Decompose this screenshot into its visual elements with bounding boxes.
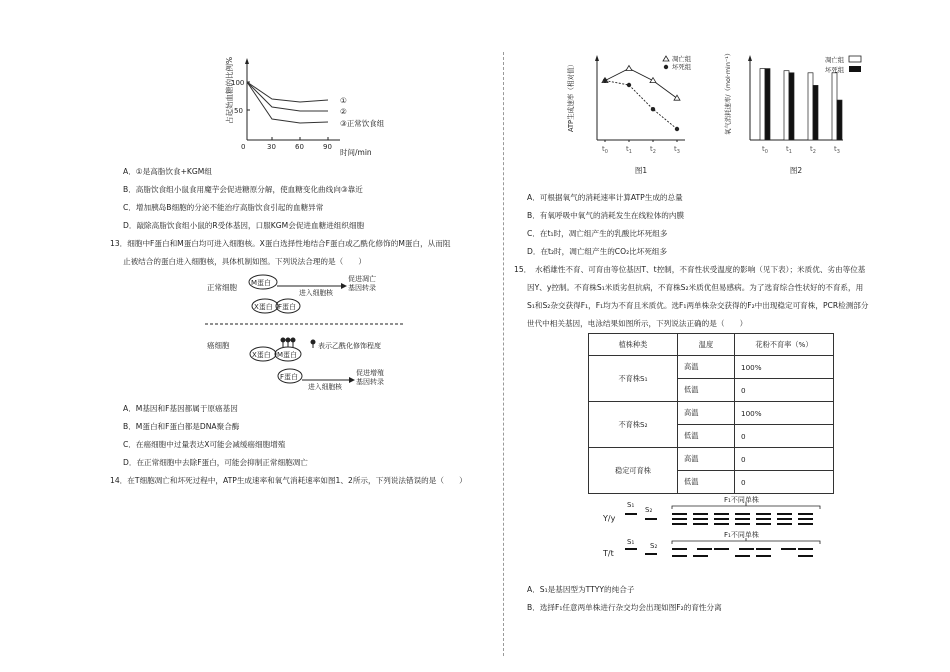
cell-temp: 低温 bbox=[678, 471, 735, 494]
gel-band bbox=[798, 555, 813, 557]
svg-text:进入细胞核: 进入细胞核 bbox=[299, 289, 333, 297]
gel-band bbox=[756, 548, 771, 550]
chart2-bar-apoptosis bbox=[808, 73, 813, 140]
chart1-ylabel: ATP生成速率（相对值） bbox=[567, 60, 575, 132]
legend2-necrosis-label: 坏死组 bbox=[825, 66, 845, 74]
gel-band bbox=[756, 555, 771, 557]
gel-band bbox=[714, 523, 729, 525]
legend-mark bbox=[311, 340, 315, 348]
x-tick-90: 90 bbox=[323, 143, 332, 151]
column-divider bbox=[503, 52, 504, 656]
chart2-bar-necrosis bbox=[789, 73, 794, 140]
q12-option-d: D．敲除高脂饮食组小鼠的R受体基因，口服KGM会促进血糖进组织细胞 bbox=[123, 221, 365, 230]
q14-option-b: B．有氧呼吸中氧气的消耗发生在线粒体的内膜 bbox=[527, 211, 685, 220]
q15-stem-line2: 因Y、y控制。不育株S₁米质劣但抗病，不育株S₂米质优但易感病。为了选育综合性状好的不育系，用 bbox=[527, 283, 864, 292]
gel-band bbox=[756, 523, 771, 525]
gel-band bbox=[798, 548, 813, 550]
gel-band bbox=[739, 548, 754, 550]
q14-option-d: D．在t₂时，凋亡组产生的CO₂比坏死组多 bbox=[527, 247, 668, 256]
gel-band bbox=[625, 548, 637, 550]
th-rate: 花粉不育率（%） bbox=[735, 334, 834, 356]
gel-band bbox=[693, 513, 708, 515]
acetylation-marks bbox=[281, 338, 295, 347]
gel-band bbox=[672, 548, 687, 550]
q13-option-a: A．M基因和F基因都属于原癌基因 bbox=[123, 404, 238, 413]
cell-plant-s2: 不育株S₂ bbox=[589, 402, 678, 448]
gel-band bbox=[735, 513, 750, 515]
gel-band bbox=[693, 555, 708, 557]
gel-band bbox=[798, 518, 813, 520]
chart2-x-tick: $t_2$ bbox=[810, 145, 816, 155]
y-tick-50: 50 bbox=[234, 107, 243, 115]
chart1-point-apoptosis bbox=[626, 66, 632, 71]
svg-text:表示乙酰化修饰程度: 表示乙酰化修饰程度 bbox=[318, 342, 381, 350]
svg-text:进入细胞核: 进入细胞核 bbox=[308, 383, 342, 391]
gel-band bbox=[645, 553, 657, 555]
curve-3 bbox=[247, 82, 328, 123]
q13-option-b: B．M蛋白和F蛋白都是DNA聚合酶 bbox=[123, 422, 240, 431]
y-axis-label: 占起始血糖的比例% bbox=[225, 56, 234, 124]
gel-band bbox=[756, 518, 771, 520]
cell-plant-s1: 不育株S₁ bbox=[589, 356, 678, 402]
legend-apoptosis-label: 凋亡组 bbox=[672, 55, 692, 63]
legend2-apoptosis-label: 凋亡组 bbox=[825, 56, 845, 64]
legend2-necrosis-swatch bbox=[849, 66, 861, 72]
chart1-point-necrosis bbox=[675, 127, 679, 131]
cell-temp: 高温 bbox=[678, 402, 735, 425]
chart2-legend bbox=[825, 55, 861, 74]
gel-band bbox=[777, 518, 792, 520]
svg-text:X蛋白: X蛋白 bbox=[254, 303, 273, 311]
q15-option-b: B．选择F₁任意两单株进行杂交均会出现如图F₂的育性分离 bbox=[527, 603, 722, 612]
gel-row-tt: T/t bbox=[603, 549, 614, 558]
chart2-title: 图2 bbox=[789, 166, 803, 175]
fertility-table bbox=[588, 333, 834, 494]
chart1-point-apoptosis bbox=[650, 78, 656, 83]
svg-text:S₂: S₂ bbox=[645, 506, 653, 514]
gel-electrophoresis-figure bbox=[600, 492, 840, 568]
th-temp: 温度 bbox=[678, 334, 735, 356]
q13-option-d: D．在正常细胞中去除F蛋白，可能会抑制正常细胞凋亡 bbox=[123, 458, 308, 467]
cell-plant-stable: 稳定可育株 bbox=[589, 448, 678, 494]
cell-temp: 高温 bbox=[678, 356, 735, 379]
chart2-bar-apoptosis bbox=[784, 71, 789, 140]
legend-necrosis-label: 坏死组 bbox=[672, 63, 692, 71]
gel-band bbox=[781, 548, 796, 550]
q12-option-c: C．增加胰岛B细胞的分泌不能治疗高脂饮食引起的血糖异常 bbox=[123, 203, 324, 212]
svg-text:基因转录: 基因转录 bbox=[356, 378, 384, 386]
gel-band bbox=[798, 523, 813, 525]
chart1-point-apoptosis bbox=[674, 95, 680, 100]
chart-oxygen-rate bbox=[718, 50, 868, 180]
cell-rate: 100% bbox=[735, 402, 834, 425]
gel-band bbox=[672, 523, 687, 525]
chart2-x-tick: $t_1$ bbox=[786, 145, 792, 155]
chart2-x-tick: $t_3$ bbox=[834, 145, 840, 155]
th-plant: 植株种类 bbox=[589, 334, 678, 356]
chart1-point-necrosis bbox=[603, 78, 607, 82]
chart2-ylabel: 氧气消耗速率/（mol·min⁻¹） bbox=[724, 49, 732, 135]
gel-band bbox=[798, 513, 813, 515]
q14-option-a: A．可根据氧气的消耗速率计算ATP生成的总量 bbox=[527, 193, 683, 202]
q12-line-figure bbox=[220, 52, 420, 162]
svg-text:S₁: S₁ bbox=[627, 501, 635, 509]
gel-band bbox=[714, 548, 729, 550]
svg-text:F蛋白: F蛋白 bbox=[278, 303, 297, 311]
chart1-legend bbox=[663, 54, 692, 71]
gel-band bbox=[645, 518, 657, 520]
curve-2 bbox=[247, 82, 328, 111]
gel-band bbox=[672, 555, 687, 557]
gel-row-yy: Y/y bbox=[603, 514, 616, 523]
gel-band bbox=[756, 513, 771, 515]
cell-rate: 0 bbox=[735, 379, 834, 402]
gel-band bbox=[693, 523, 708, 525]
q15-stem-line1: 15． 水稻雄性不育、可育由等位基因T、t控制，不育性状受温度的影响（见下表）；米质优、劣由等位基 bbox=[514, 265, 866, 274]
gel-band bbox=[625, 513, 637, 515]
svg-text:促进增殖: 促进增殖 bbox=[356, 369, 384, 377]
curve-label-3: ③正常饮食组 bbox=[340, 119, 385, 128]
cell-rate: 0 bbox=[735, 448, 834, 471]
cell-temp: 低温 bbox=[678, 425, 735, 448]
q12-option-a: A．①是高脂饮食+KGM组 bbox=[123, 167, 212, 176]
legend-necrosis-marker bbox=[664, 65, 668, 69]
legend-apoptosis-marker bbox=[663, 56, 669, 61]
svg-text:S₂: S₂ bbox=[650, 542, 658, 550]
q13-stem-line1: 13．细胞中F蛋白和M蛋白均可进入细胞核。X蛋白选择性地结合F蛋白或乙酰化修饰的M蛋白，从而阻 bbox=[110, 239, 451, 248]
cell-rate: 100% bbox=[735, 356, 834, 379]
svg-text:F₁不同单株: F₁不同单株 bbox=[724, 496, 759, 504]
gel-band bbox=[735, 523, 750, 525]
svg-text:F蛋白: F蛋白 bbox=[280, 373, 299, 381]
q14-stem: 14．在T细胞凋亡和坏死过程中，ATP生成速率和氧气消耗速率如图1、2所示，下列说法错误的是（ ） bbox=[110, 476, 467, 485]
chart2-x-tick: $t_0$ bbox=[762, 145, 768, 155]
svg-text:基因转录: 基因转录 bbox=[348, 284, 376, 292]
chart2-bar-apoptosis bbox=[760, 69, 765, 140]
chart1-x-tick: $t_2$ bbox=[650, 145, 656, 155]
chart2-bar-necrosis bbox=[765, 69, 770, 140]
q13-mechanism-diagram bbox=[205, 272, 405, 394]
svg-text:M蛋白: M蛋白 bbox=[277, 351, 298, 359]
chart1-title: 图1 bbox=[634, 166, 648, 175]
gel-band bbox=[735, 555, 750, 557]
gel-band bbox=[714, 518, 729, 520]
normal-cell-label: 正常细胞 bbox=[207, 283, 237, 292]
chart-atp-rate bbox=[560, 50, 700, 180]
cancer-cell-label: 癌细胞 bbox=[207, 341, 230, 350]
chart2-bar-apoptosis bbox=[832, 73, 837, 140]
q15-option-a: A．S₁是基因型为TTYY的纯合子 bbox=[527, 585, 635, 594]
chart1-series-1 bbox=[605, 81, 677, 129]
x-tick-60: 60 bbox=[295, 143, 304, 151]
q13-option-c: C．在癌细胞中过量表达X可能会减缓癌细胞增殖 bbox=[123, 440, 286, 449]
y-tick-100: 100 bbox=[231, 79, 245, 87]
curve-label-1: ① bbox=[340, 96, 347, 105]
svg-text:X蛋白: X蛋白 bbox=[252, 351, 271, 359]
gel-band bbox=[777, 523, 792, 525]
gel-band bbox=[672, 513, 687, 515]
gel-band bbox=[714, 513, 729, 515]
svg-text:促进凋亡: 促进凋亡 bbox=[348, 275, 376, 283]
chart1-x-tick: $t_1$ bbox=[626, 145, 632, 155]
chart1-x-tick: $t_0$ bbox=[602, 145, 608, 155]
gel-band bbox=[697, 548, 712, 550]
curve-1 bbox=[247, 82, 328, 102]
q14-option-c: C．在t₁时，凋亡组产生的乳酸比坏死组多 bbox=[527, 229, 668, 238]
q15-stem-line3: S₁和S₂杂交获得F₁，F₁均为不育且米质优。选F₁两单株杂交获得的F₂中出现稳定可育株，PCR检测部分 bbox=[527, 301, 869, 310]
q13-stem-line2: 止被结合的蛋白进入细胞核，具体机制如图。下列说法合理的是（ ） bbox=[123, 257, 366, 266]
cell-rate: 0 bbox=[735, 471, 834, 494]
svg-text:S₁: S₁ bbox=[627, 538, 635, 546]
svg-text:F₁不同单株: F₁不同单株 bbox=[724, 531, 759, 539]
chart1-point-necrosis bbox=[651, 107, 655, 111]
x-tick-30: 30 bbox=[267, 143, 276, 151]
legend2-apoptosis-swatch bbox=[849, 56, 861, 62]
cell-temp: 高温 bbox=[678, 448, 735, 471]
curve-label-2: ② bbox=[340, 107, 347, 116]
gel-band bbox=[735, 518, 750, 520]
y-tick-0: 0 bbox=[241, 143, 246, 151]
svg-text:M蛋白: M蛋白 bbox=[251, 279, 272, 287]
x-axis-label: 时间/min bbox=[340, 148, 372, 157]
gel-band bbox=[672, 518, 687, 520]
chart1-series-0 bbox=[605, 69, 677, 99]
gel-band bbox=[693, 518, 708, 520]
chart1-point-necrosis bbox=[627, 83, 631, 87]
cell-rate: 0 bbox=[735, 425, 834, 448]
chart2-bar-necrosis bbox=[837, 100, 842, 140]
gel-band bbox=[777, 513, 792, 515]
cell-temp: 低温 bbox=[678, 379, 735, 402]
q15-stem-line4: 世代中相关基因，电泳结果如图所示，下列说法正确的是（ ） bbox=[527, 319, 748, 328]
q12-option-b: B．高脂饮食组小鼠食用魔芋会促进糖原分解，使血糖变化曲线向③靠近 bbox=[123, 185, 363, 194]
chart1-x-tick: $t_3$ bbox=[674, 145, 680, 155]
chart2-bar-necrosis bbox=[813, 85, 818, 140]
